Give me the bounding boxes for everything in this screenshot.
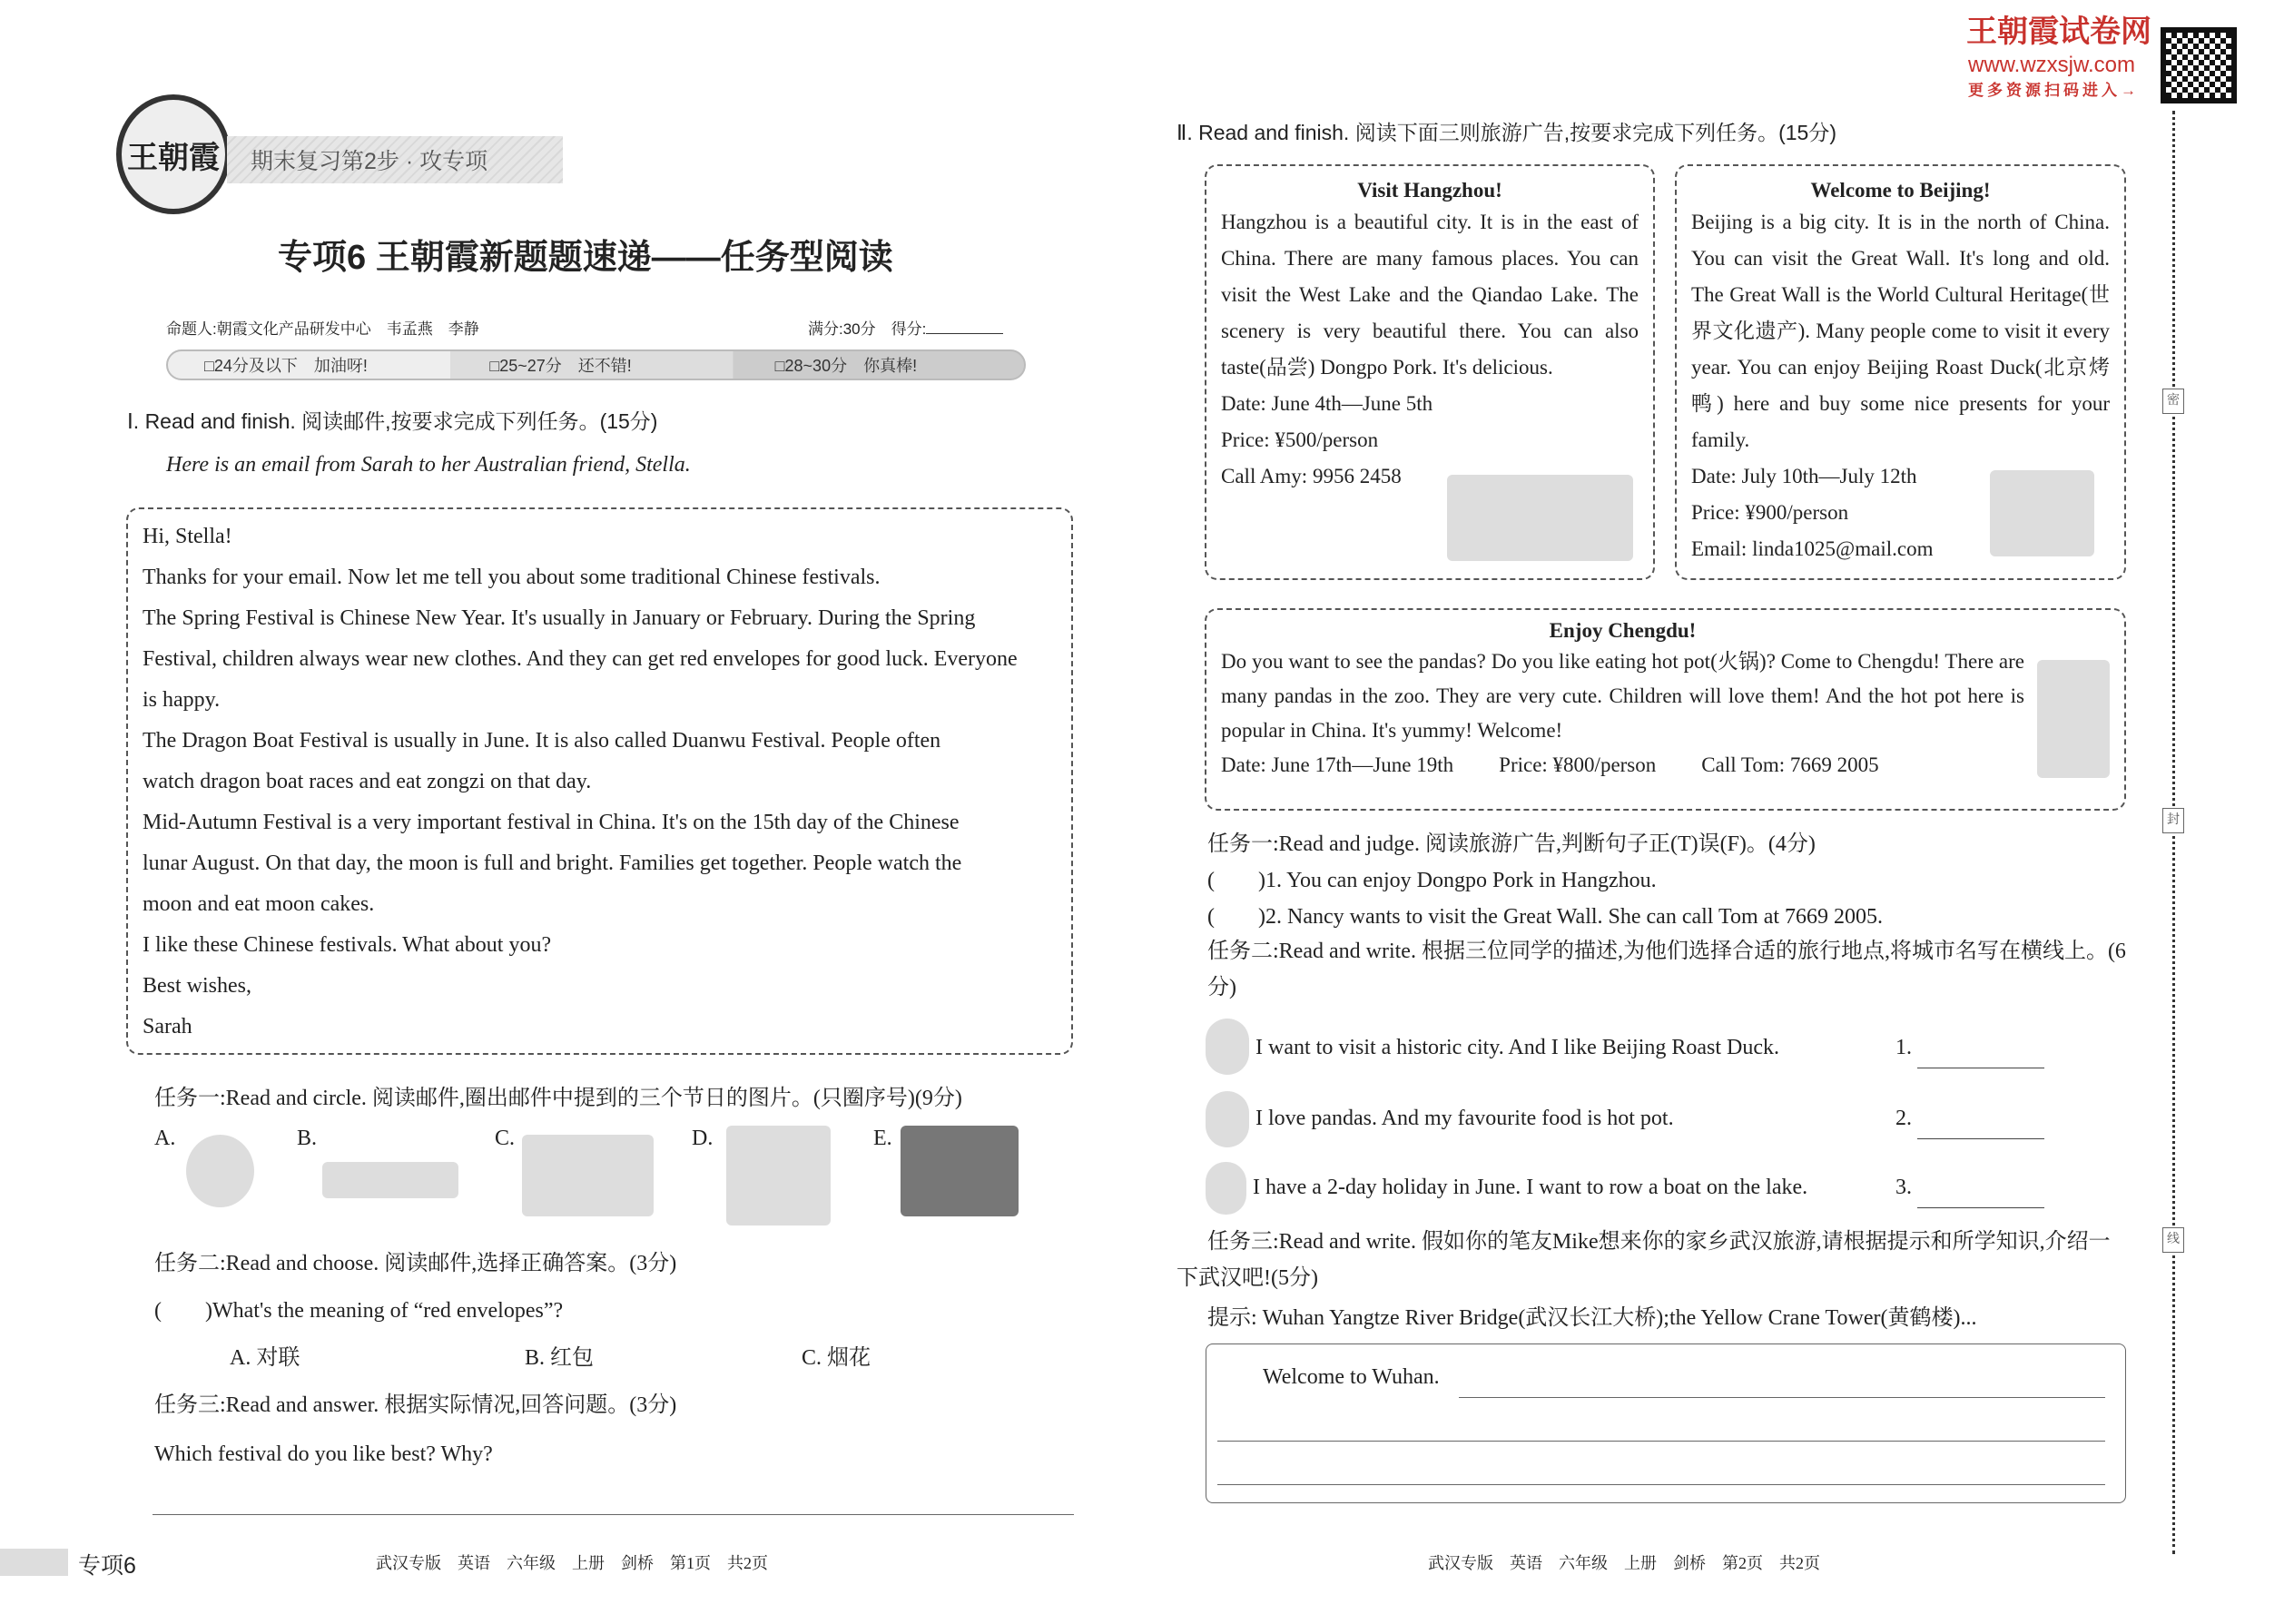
answer-line[interactable] (153, 1514, 1074, 1515)
email-line: Festival, children always wear new clothes. And they can get red envelopes for good luck. Everyone (143, 647, 1018, 671)
girl-avatar (1206, 1162, 1246, 1215)
p2-task1-label: 任务一:Read and judge. 阅读旅游广告,判断句子正(T)误(F)。(4分) (1207, 832, 1816, 856)
task2-label: 任务二:Read and choose. 阅读邮件,选择正确答案。(3分) (154, 1252, 677, 1275)
student-text: I want to visit a historic city. And I like Beijing Roast Duck. (1255, 1036, 1780, 1059)
part1-intro: Here is an email from Sarah to her Australian friend, Stella. (166, 453, 691, 477)
answer-slot[interactable]: 1. (1895, 1028, 2044, 1068)
panda-picture (2037, 660, 2110, 778)
brand-tagline: 更多资源扫码进入→ (1968, 82, 2140, 99)
west-lake-picture (1447, 475, 1633, 561)
p2-task3-label: 任务三:Read and write. 假如你的笔友Mike想来你的家乡武汉旅游,请根据提示和所学知识,介绍一下武汉吧!(5分) (1177, 1230, 2111, 1290)
turkey-picture[interactable] (522, 1135, 654, 1216)
email-line: lunar August. On that day, the moon is full and bright. Families get together. People watch the (143, 851, 962, 875)
email-line: Sarah (143, 1015, 192, 1038)
qr-code-icon[interactable] (2161, 27, 2237, 103)
ad-hangzhou (1205, 164, 1655, 580)
score-level[interactable]: □28~30分 你真棒! (774, 357, 918, 375)
ad-price: Price: ¥500/person (1221, 428, 1379, 451)
ad-title: Enjoy Chengdu! (1549, 619, 1697, 642)
email-line: moon and eat moon cakes. (143, 892, 375, 916)
writing-line[interactable] (1217, 1484, 2105, 1485)
footer-left: 武汉专版 英语 六年级 上册 剑桥 第1页 共2页 (376, 1554, 768, 1572)
ad-body: Hangzhou is a beautiful city. It is in the east of China. There are many famous places. You can visit the West Lake and the Qiandao Lake. The scenery is very beautiful there. You can also taste(品尝) Dongpo Pork. It's delicious. (1221, 211, 1639, 379)
option-a[interactable]: A. 对联 (230, 1346, 300, 1370)
tangyuan-picture[interactable] (186, 1135, 254, 1207)
brand-url[interactable]: www.wzxsjw.com (1968, 53, 2136, 77)
footer-tag: 专项6 (78, 1553, 136, 1579)
moon-family-picture[interactable] (901, 1126, 1019, 1216)
ad-contact: Call Amy: 9956 2458 (1221, 465, 1402, 487)
boy-avatar (1206, 1019, 1249, 1075)
option-c[interactable]: C. 烟花 (802, 1346, 871, 1370)
judge-item[interactable]: ( )2. Nancy wants to visit the Great Wall. She can call Tom at 7669 2005. (1207, 905, 1884, 929)
family-door-picture[interactable] (726, 1126, 831, 1225)
ad-title: Welcome to Beijing! (1810, 179, 1991, 202)
option-b[interactable]: B. 红包 (525, 1346, 595, 1370)
student-text: I have a 2-day holiday in June. I want to row a boat on the lake. (1253, 1176, 1808, 1199)
ad-chengdu (1205, 608, 2126, 811)
ad-date: Date: July 10th—July 12th (1691, 465, 1917, 487)
answer-slot[interactable]: 2. (1895, 1098, 2044, 1139)
brand-logo: 王朝霞 (116, 94, 231, 214)
footer-tab (0, 1549, 68, 1576)
picture-label[interactable]: D. (692, 1127, 714, 1150)
authors: 命题人:朝霞文化产品研发中心 韦孟燕 李静 (166, 320, 479, 338)
side-mark: 密 (2162, 389, 2184, 414)
ad-contact: Call Tom: 7669 2005 (1701, 753, 1879, 776)
score-level-bar (166, 349, 1026, 380)
page-title: 专项6 王朝霞新题题速递——任务型阅读 (278, 239, 893, 277)
task1-label: 任务一:Read and circle. 阅读邮件,圈出邮件中提到的三个节日的图片。(只圈序号)(9分) (154, 1087, 962, 1110)
student-text: I love pandas. And my favourite food is hot pot. (1255, 1107, 1674, 1130)
ad-price: Price: ¥800/person (1499, 753, 1657, 776)
email-line: Mid-Autumn Festival is a very important festival in China. It's on the 15th day of the Chinese (143, 811, 960, 834)
brand-name: 王朝霞试卷网 (1966, 15, 2151, 49)
banner: 期末复习第2步 · 攻专项 (227, 136, 563, 183)
email-line: Hi, Stella! (143, 525, 232, 548)
answer-slot[interactable]: 3. (1895, 1167, 2044, 1208)
ad-body: Do you want to see the pandas? Do you like eating hot pot(火锅)? Come to Chengdu! There are many pandas in the zoo. They are very cute. Children will love them! And the hot pot here is popular in China. It's yummy! Welcome! (1221, 650, 2024, 742)
task3-label: 任务三:Read and answer. 根据实际情况,回答问题。(3分) (154, 1393, 677, 1417)
ad-body: Beijing is a big city. It is in the north of China. You can visit the Great Wall. It's long and old. The Great Wall is the World Cultural Heritage(世界文化遗产). Many people come to visit it every year. You can enjoy Beijing Roast Duck(北京烤鸭) here and buy some nice presents for your family. (1691, 211, 2110, 451)
dragon-boat-picture[interactable] (322, 1162, 458, 1198)
email-line: watch dragon boat races and eat zongzi on that day. (143, 770, 592, 793)
full-score-label: 满分:30分 得分: (808, 320, 927, 338)
ad-contact: Email: linda1025@mail.com (1691, 537, 1934, 560)
score-level[interactable]: □25~27分 还不错! (489, 357, 632, 375)
writing-line[interactable] (1459, 1397, 2105, 1398)
picture-label[interactable]: E. (873, 1127, 892, 1150)
picture-options (154, 1126, 1026, 1235)
side-mark: 线 (2162, 1227, 2184, 1253)
picture-label[interactable]: B. (297, 1127, 318, 1150)
email-line: The Dragon Boat Festival is usually in June. It is also called Duanwu Festival. People often (143, 729, 941, 753)
full-score (808, 316, 1003, 339)
writing-line[interactable] (1217, 1441, 2105, 1442)
part1-heading: Ⅰ. Read and finish. 阅读邮件,按要求完成下列任务。(15分) (127, 409, 658, 433)
hint: 提示: Wuhan Yangtze River Bridge(武汉长江大桥);the Yellow Crane Tower(黄鹤楼)... (1207, 1306, 1977, 1330)
writing-box[interactable] (1206, 1343, 2126, 1503)
picture-label[interactable]: A. (154, 1127, 176, 1150)
ad-beijing (1675, 164, 2126, 580)
email-line: I like these Chinese festivals. What about you? (143, 933, 552, 957)
email-line: is happy. (143, 688, 221, 712)
email-box (126, 507, 1073, 1055)
part2-heading: Ⅱ. Read and finish. 阅读下面三则旅游广告,按要求完成下列任务。(15分) (1177, 121, 1837, 144)
ad-price: Price: ¥900/person (1691, 501, 1849, 524)
pavilion-picture (1990, 470, 2094, 556)
writing-start: Welcome to Wuhan. (1263, 1365, 1440, 1389)
picture-label[interactable]: C. (495, 1127, 516, 1150)
ad-title: Visit Hangzhou! (1357, 179, 1502, 202)
question: ( )What's the meaning of “red envelopes”? (154, 1299, 564, 1323)
score-blank[interactable] (926, 333, 1003, 334)
students (1206, 1019, 2122, 1225)
question3: Which festival do you like best? Why? (154, 1442, 493, 1466)
email-line: Best wishes, (143, 974, 251, 998)
side-mark: 封 (2162, 808, 2184, 833)
footer-right: 武汉专版 英语 六年级 上册 剑桥 第2页 共2页 (1428, 1554, 1820, 1572)
ad-date: Date: June 17th—June 19th (1221, 753, 1454, 776)
email-line: The Spring Festival is Chinese New Year. It's usually in January or February. During the Spring (143, 606, 976, 630)
judge-item[interactable]: ( )1. You can enjoy Dongpo Pork in Hangzhou. (1207, 869, 1657, 892)
p2-task2-label: 任务二:Read and write. 根据三位同学的描述,为他们选择合适的旅行地点,将城市名写在横线上。(6分) (1207, 940, 2126, 999)
score-level[interactable]: □24分及以下 加油呀! (204, 357, 368, 375)
email-line: Thanks for your email. Now let me tell you about some traditional Chinese festivals. (143, 566, 881, 589)
ad-date: Date: June 4th—June 5th (1221, 392, 1433, 415)
girl-avatar (1206, 1091, 1249, 1147)
